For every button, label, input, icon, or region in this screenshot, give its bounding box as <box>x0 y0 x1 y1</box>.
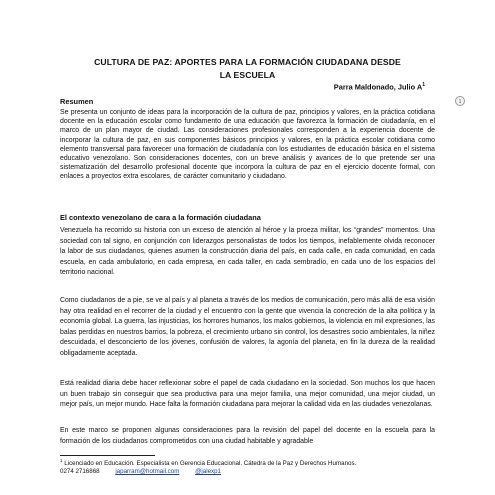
author-name: Parra Maldonado, Julio A <box>333 82 423 92</box>
author-footnote-mark: 1 <box>422 82 425 88</box>
footnote-handle-link[interactable]: @jalexp1 <box>195 468 221 476</box>
title-line-1: CULTURA DE PAZ: APORTES PARA LA FORMACIÓN CIUDADANA DESDE <box>94 57 401 67</box>
abstract-text: Se presenta un conjunto de ideas para la incorporación de la cultura de paz, principios y valores, en la práctica cotidiana docente en la educación escolar como fundamento de una educación que favorezca la formación de ciudadanía, en el marco de un plan mayor de ciudad. Las consideraciones profesionales corresponden a la experiencia docente de incorporar la cultura de paz, en sus componentes básicos principios y valores, en la práctica escolar cotidiana como elemento transversal para favorecer una formación de ciudadanía con los estudiantes de educación básica en el sistema educativo venezolano. Son consideraciones docentes, con un breve análisis y avances de lo que pretende ser una sistematización del desarrollo profesional docente que incorpora la cultura de paz en el ejercicio docente formal, con enlaces a proyectos extra escolares, de carácter comunitario y ciudadano. <box>60 109 435 181</box>
author-line <box>334 82 425 91</box>
title-line-2: LA ESCUELA <box>219 70 276 80</box>
paragraph-text: Como ciudadanos de a pie, se ve al país y al planeta a través de los medios de comunicación, pero más allá de esa visión hay otra realidad en el recorrer de la ciudad y el encuentro con la gente que vivencia la concreción de la alta política y la economía global. La guerra, las injusticias, los horrores humanos, los malos gobiernos, la violencia en mil expresiones, las balas perdidas en nuestros barrios, la pobreza, el crecimiento urbano sin control, los desastres socio ambientales, la niñez descuidada, el desconcierto de los jóvenes, confusión de valores, la agonía del planeta, en fin la dureza de la realidad obligadamente aceptada. <box>60 297 435 357</box>
footnote-line-2 <box>60 468 440 476</box>
section-heading: El contexto venezolano de cara a la formación ciudadana <box>60 213 261 222</box>
body-paragraph-2 <box>60 296 435 360</box>
body-paragraph-1 <box>60 226 435 279</box>
footnote <box>60 457 440 476</box>
paragraph-text: Está realidad diaria debe hacer reflexionar sobre el papel de cada ciudadano en la sociedad. Son muchos los que hacen un buen trabajo sin conseguir que sea productiva para una mejor familia, una mejor comunidad, una mejor ciudad, un mejor país, un mejor mundo. Hace falta la formación ciudadana para mejorar la calidad vida en las ciudades venezolanas. <box>60 380 435 409</box>
paragraph-text: En este marco se proponen algunas consideraciones para la revisión del papel del docente en la escuela para la formación de los ciudadanos comprometidos con una ciudad habitable y agradable <box>60 427 435 445</box>
paragraph-text: Venezuela ha recorrido su historia con un exceso de atención al héroe y la proeza militar, los “grandes” momentos. Una sociedad con tal signo, en conjunción con liderazgos personalistas de todos los tiempos, inefablemente olvida reconocer la labor de sus ciudadanos, quienes asumen la construcción diaria del país, en cada calle, en cada comunidad, en cada escuela, en cada ambulatorio, en cada empresa, en cada taller, en cada sembradío, en cada uno de los espacios del territorio nacional. <box>60 227 435 277</box>
footnote-divider <box>60 455 155 456</box>
footnote-line-1 <box>60 457 440 468</box>
body-paragraph-3 <box>60 379 435 411</box>
paper-title <box>60 56 435 82</box>
abstract-heading: Resumen <box>60 97 94 106</box>
footnote-mark: 1 <box>60 458 63 463</box>
footnote-affiliation: Licenciado en Educación. Especialista en Gerencia Educacional. Cátedra de la Paz y Derechos Humanos. <box>64 460 357 468</box>
footnote-email-link[interactable]: japarram@hotmail.com <box>115 468 180 476</box>
abstract-paragraph <box>60 108 435 182</box>
page-marker-badge: 1 <box>455 96 465 106</box>
body-paragraph-4 <box>60 426 435 447</box>
footnote-phone: 0274 2716868 <box>60 468 100 476</box>
